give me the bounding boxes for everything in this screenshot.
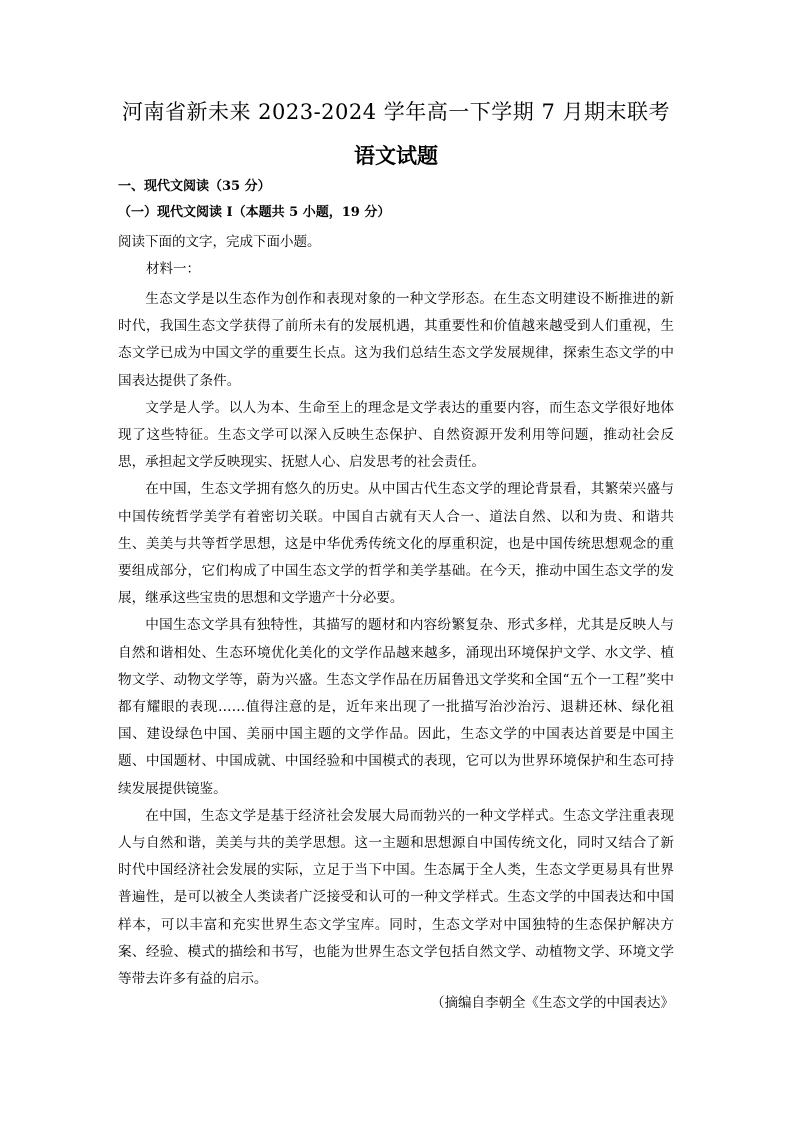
paragraph-1: 生态文学是以生态作为创作和表现对象的一种文学形态。在生态文明建设不断推进的新时代，我国生态文学获得了前所未有的发展机遇，其重要性和价值越来越受到人们重视，生态文学已成为中国文学的重要生长点。这为我们总结生态文学发展规律，探索生态文学的中国表达提供了条件。 <box>118 291 674 389</box>
paragraph-5: 在中国，生态文学是基于经济社会发展大局而勃兴的一种文学样式。生态文学注重表现人与自然和谐，美美与共的美学思想。这一主题和思想源自中国传统文化，同时又结合了新时代中国经济社会发展的实际，立足于当下中国。生态属于全人类，生态文学更易具有世界普遍性，是可以被全人类读者广泛接受和认可的一种文学样式。生态文学的中国表达和中国样本，可以丰富和充实世界生态文学宝库。同时，生态文学对中国独特的生态保护解决方案、经验、模式的描绘和书写，也能为世界生态文学包括自然文学、动植物文学、环境文学等带去许多有益的启示。 <box>118 807 674 988</box>
paragraph-4: 中国生态文学具有独特性，其描写的题材和内容纷繁复杂、形式多样，尤其是反映人与自然和谐相处、生态环境优化美化的文学作品越来越多，涌现出环境保护文学、水文学、植物文学、动物文学等，蔚为兴盛。生态文学作品在历届鲁迅文学奖和全国“五个一工程”奖中都有耀眼的表现……值得注意的是，近年来出现了一批描写治沙治污、退耕还林、绿化祖国、建设绿色中国、美丽中国主题的文学作品。因此，生态文学的中国表达首要是中国主题、中国题材、中国成就、中国经验和中国模式的表现，它可以为世界环境保护和生态可持续发展提供镜鉴。 <box>118 617 674 797</box>
section-heading-1: 一、现代文阅读（35 分） <box>118 179 271 194</box>
paragraph-3: 在中国，生态文学拥有悠久的历史。从中国古代生态文学的理论背景看，其繁荣兴盛与中国传统哲学美学有着密切关联。中国自古就有天人合一、道法自然、以和为贵、和谐共生、美美与共等哲学思想，这是中华优秀传统文化的厚重积淀，也是中国传统思想观念的重要组成部分，它们构成了中国生态文学的哲学和美学基础。在今天，推动中国生态文学的发展，继承这些宝贵的思想和文学遗产十分必要。 <box>118 481 674 607</box>
section-heading-1-1: （一）现代文阅读 I（本题共 5 小题，19 分） <box>118 205 391 220</box>
document-title: 河南省新未来 2023-2024 学年高一下学期 7 月期末联考 <box>121 100 671 124</box>
material-label: 材料一： <box>146 261 200 277</box>
reading-instruction: 阅读下面的文字，完成下面小题。 <box>118 234 321 250</box>
paragraph-2: 文学是人学。以人为本、生命至上的理念是文学表达的重要内容，而生态文学很好地体现了这些特征。生态文学可以深入反映生态保护、自然资源开发利用等问题，推动社会反思，承担起文学反映现实、抚慰人心、启发思考的社会责任。 <box>118 399 674 471</box>
source-citation: （摘编自李朝全《生态文学的中国表达》 <box>431 995 674 1011</box>
document-subtitle: 语文试题 <box>354 143 438 168</box>
material-body <box>118 286 674 993</box>
